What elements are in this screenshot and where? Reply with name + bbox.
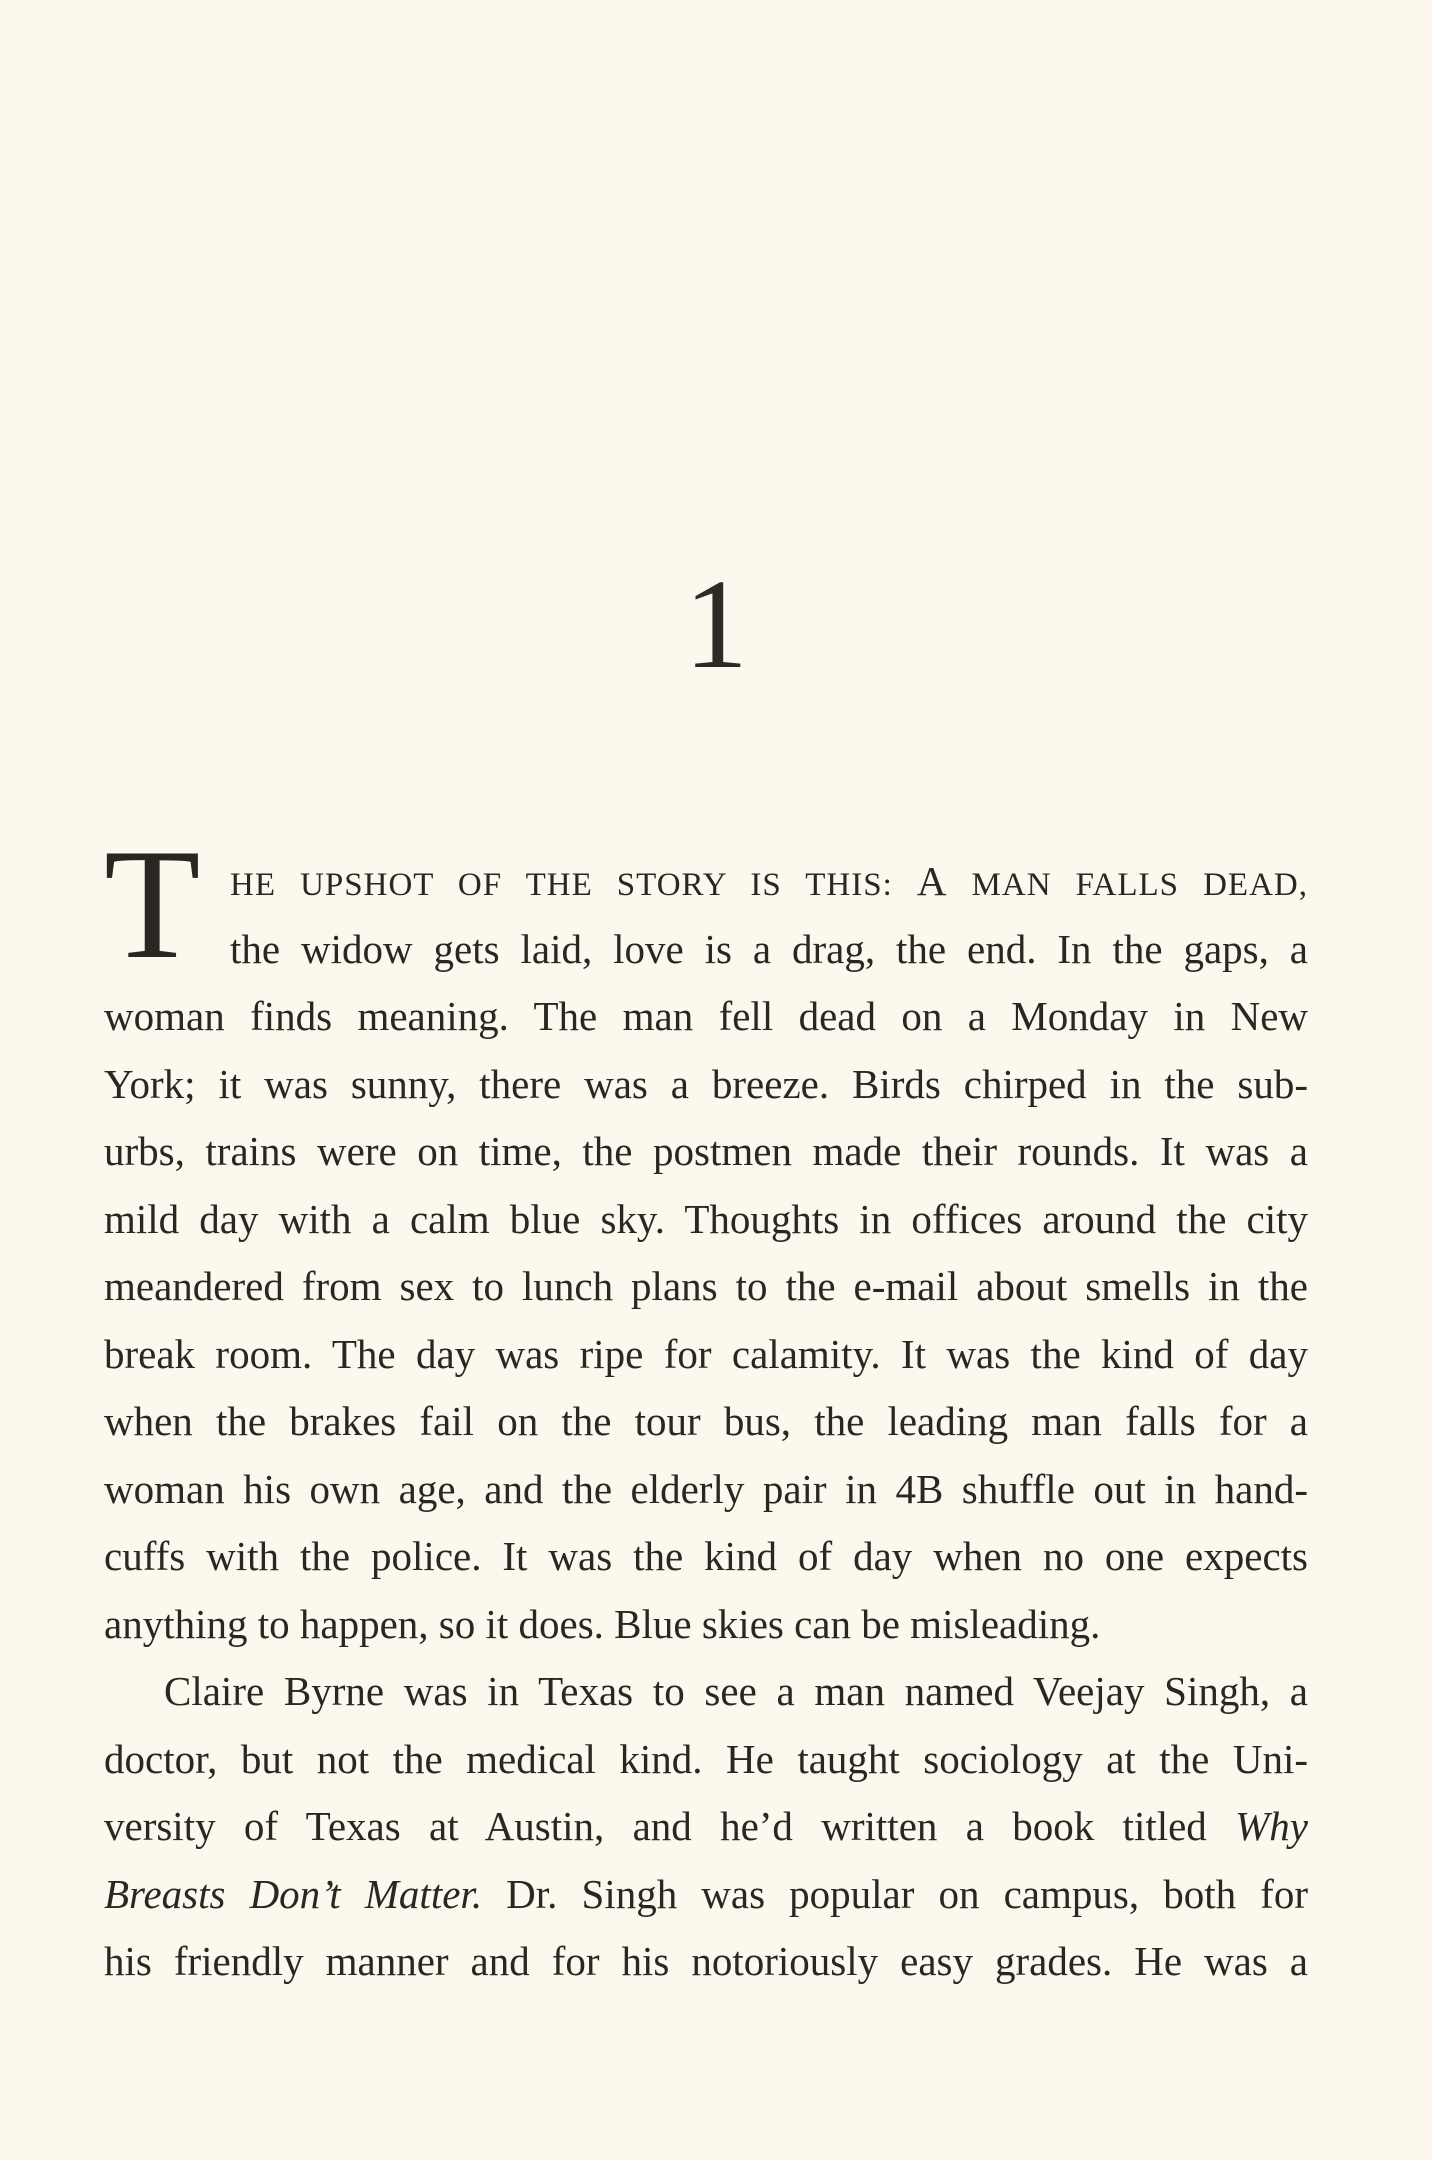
body-line: when the brakes fail on the tour bus, the leading man falls for a [104, 1398, 1308, 1444]
book-title-italic: Breasts Don’t Matter. [104, 1871, 483, 1917]
small-caps-text: MAN FALLS DEAD, [947, 867, 1309, 903]
body-line: break room. The day was ripe for calamity. It was the kind of day [104, 1331, 1308, 1377]
body-line: urbs, trains were on time, the postmen made their rounds. It was a [104, 1128, 1308, 1174]
small-caps-capital: A [916, 858, 948, 904]
body-line: York; it was sunny, there was a breeze. Birds chirped in the sub- [104, 1061, 1308, 1107]
body-line: woman his own age, and the elderly pair in 4B shuffle out in hand- [104, 1466, 1308, 1512]
body-line: the widow gets laid, love is a drag, the end. In the gaps, a [230, 926, 1308, 972]
body-line: Claire Byrne was in Texas to see a man named Veejay Singh, a [164, 1668, 1308, 1714]
body-line: meandered from sex to lunch plans to the e-mail about smells in the [104, 1263, 1308, 1309]
body-line [104, 1793, 1308, 1861]
body-line: his friendly manner and for his notoriously easy grades. He was a [104, 1938, 1308, 1984]
body-line: doctor, but not the medical kind. He taught sociology at the Uni- [104, 1736, 1308, 1782]
body-text: Dr. Singh was popular on campus, both for [482, 1871, 1308, 1917]
body-line: anything to happen, so it does. Blue skies can be misleading. [104, 1601, 1101, 1647]
book-title-italic: Why [1235, 1803, 1308, 1849]
chapter-number: 1 [684, 553, 748, 695]
small-caps-text: HE UPSHOT OF THE STORY IS THIS: [230, 867, 917, 903]
body-text: versity of Texas at Austin, and he’d written a book titled [104, 1803, 1236, 1849]
body-line: cuffs with the police. It was the kind of day when no one expects [104, 1533, 1308, 1579]
body-line [230, 848, 1308, 916]
body-line: woman finds meaning. The man fell dead on a Monday in New [104, 993, 1308, 1039]
body-line [104, 1861, 1308, 1929]
drop-cap: T [104, 817, 201, 992]
body-line: mild day with a calm blue sky. Thoughts in offices around the city [104, 1196, 1308, 1242]
